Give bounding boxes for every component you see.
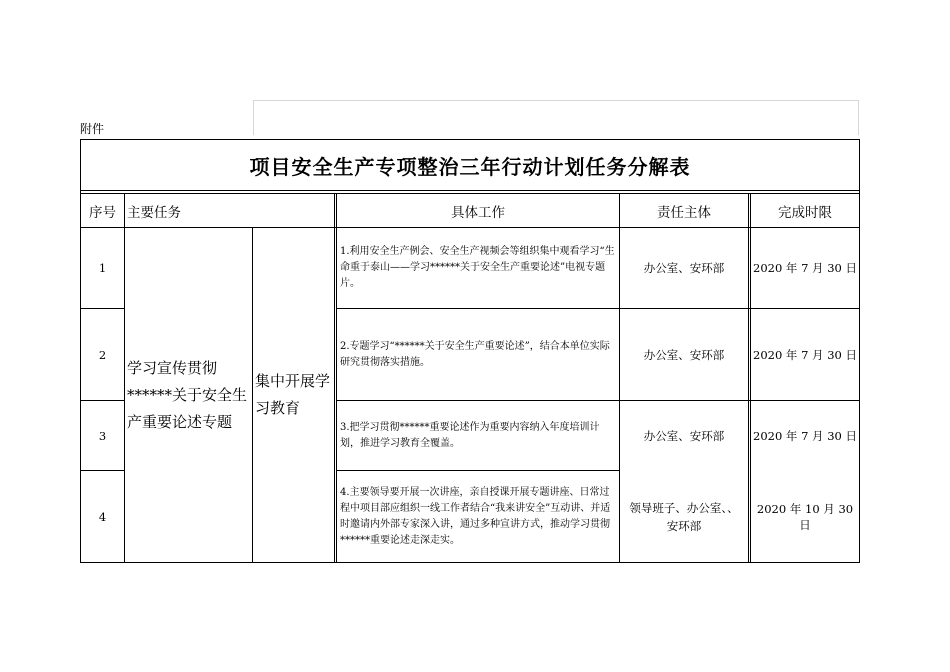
table-line xyxy=(124,193,125,563)
row-4-responsible: 领导班子、办公室、、安环部 xyxy=(629,500,739,533)
row-3-deadline: 2020 年 7 月 30 日 xyxy=(753,429,857,443)
row-1-work: 1.利用安全生产例会、安全生产视频会等组织集中观看学习“生命重于泰山——学习******关于安全生产重要论述”电视专题片。 xyxy=(340,246,615,289)
row-3-seq: 3 xyxy=(98,428,107,443)
table-line xyxy=(80,190,860,191)
row-4-deadline: 2020 年 10 月 30 日 xyxy=(756,501,854,532)
header-frame xyxy=(253,100,859,135)
header-responsible: 责任主体 xyxy=(657,204,711,221)
row-2-seq: 2 xyxy=(98,347,107,362)
row-2-work: 2.专题学习“******关于安全生产重要论述”，结合本单位实际研究贯彻落实措施。 xyxy=(340,340,610,368)
row-3-responsible: 办公室、安环部 xyxy=(643,429,725,443)
attachment-label: 附件 xyxy=(80,122,105,136)
header-deadline: 完成时限 xyxy=(778,204,832,221)
table-title: 项目安全生产专项整治三年行动计划任务分解表 xyxy=(249,154,691,179)
table-border-bottom xyxy=(80,562,860,563)
row-4-work: 4.主要领导要开展一次讲座，亲自授课开展专题讲座、日常过程中项目部应组织一线工作者结合“我来讲安全”互动讲、并适时邀请内外部专家深入讲，通过多种宣讲方式，推动学习贯彻******重要论述走深走实。 xyxy=(340,486,611,546)
row-1-responsible: 办公室、安环部 xyxy=(643,261,725,275)
row-2-deadline: 2020 年 7 月 30 日 xyxy=(753,347,857,362)
row-3-work: 3.把学习贯彻******重要论述作为重要内容纳入年度培训计划，推进学习教育全覆盖。 xyxy=(340,421,600,449)
table-line xyxy=(334,193,335,563)
table-line xyxy=(252,227,253,562)
header-main-task: 主要任务 xyxy=(127,204,181,221)
row-4-seq: 4 xyxy=(98,509,107,524)
row-2-responsible: 办公室、安环部 xyxy=(643,347,725,362)
header-specific-work: 具体工作 xyxy=(451,204,505,221)
row-1-deadline: 2020 年 7 月 30 日 xyxy=(753,261,857,275)
row-1-seq: 1 xyxy=(98,261,107,275)
header-seq: 序号 xyxy=(89,204,116,221)
table-line xyxy=(748,193,749,563)
main-task-cell: 学习宣传贯彻******关于安全生产重要论述专题 xyxy=(127,358,248,431)
sub-task-cell: 集中开展学习教育 xyxy=(255,372,331,417)
table-border-right xyxy=(859,139,860,563)
